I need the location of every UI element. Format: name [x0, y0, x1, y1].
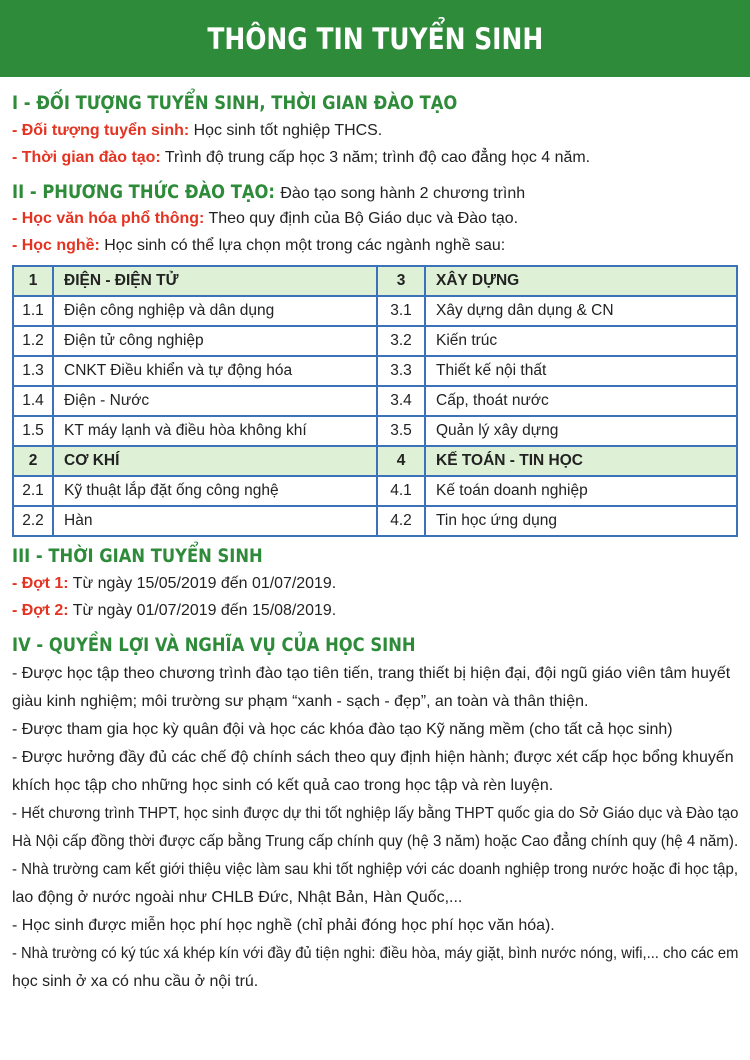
page-title: THÔNG TIN TUYỂN SINH	[207, 21, 543, 56]
benefit-line: - Nhà trường cam kết giới thiệu việc làm sau khi tốt nghiệp với các doanh nghiệp trong nước hoặc đi học tập,	[12, 861, 739, 878]
table-cell-name: Điện - Nước	[53, 386, 377, 416]
table-cell-number: 1	[13, 266, 53, 296]
benefit-line: học sinh ở xa có nhu cầu ở nội trú.	[12, 973, 259, 990]
item-text: Theo quy định của Bộ Giáo dục và Đào tạo.	[208, 210, 519, 227]
title-banner	[0, 0, 750, 77]
table-cell-name: KT máy lạnh và điều hòa không khí	[53, 416, 377, 446]
section-4-body	[12, 660, 740, 996]
section-1-item: - Đối tượng tuyển sinh: Học sinh tốt nghiệp THCS.	[12, 122, 383, 139]
item-label: Học nghề:	[21, 237, 100, 254]
table-cell-name: Xây dựng dân dụng & CN	[425, 296, 737, 326]
item-text: Trình độ trung cấp học 3 năm; trình độ cao đẳng học 4 năm.	[164, 149, 591, 166]
table-cell-name: Quản lý xây dựng	[425, 416, 737, 446]
section-2-title-text: Đào tạo song hành 2 chương trình	[280, 185, 525, 202]
section-4-title: IV - QUYỀN LỢI VÀ NGHĨA VỤ CỦA HỌC SINH	[12, 634, 416, 656]
benefit-line: Hà Nội cấp đồng thời được cấp bằng Trung cấp chính quy (hệ 3 năm) hoặc Cao đẳng chính quy (hệ 4 năm).	[12, 833, 739, 850]
table-cell-number: 3.3	[377, 356, 425, 386]
section-4	[12, 634, 740, 996]
table-row	[13, 386, 737, 416]
table-cell-name: Hàn	[53, 506, 377, 536]
table-row	[13, 416, 737, 446]
table-cell-number: 2.1	[13, 476, 53, 506]
item-label: Đợt 1:	[21, 575, 69, 592]
table-cell-name: KẾ TOÁN - TIN HỌC	[425, 446, 737, 476]
table-cell-number: 3.5	[377, 416, 425, 446]
programs-table	[12, 265, 738, 537]
table-cell-name: Kỹ thuật lắp đặt ống công nghệ	[53, 476, 377, 506]
table-cell-number: 1.2	[13, 326, 53, 356]
benefit-line: - Được hưởng đầy đủ các chế độ chính sách theo quy định hiện hành; được xét cấp học bổng khuyến	[12, 749, 734, 766]
table-cell-number: 1.5	[13, 416, 53, 446]
item-label: Thời gian đào tạo:	[21, 149, 161, 166]
table-cell-number: 3.1	[377, 296, 425, 326]
table-cell-number: 4.1	[377, 476, 425, 506]
table-cell-number: 1.1	[13, 296, 53, 326]
section-2-item: - Học văn hóa phổ thông: Theo quy định của Bộ Giáo dục và Đào tạo.	[12, 210, 519, 227]
benefit-line: - Được tham gia học kỳ quân đội và học các khóa đào tạo Kỹ năng mềm (cho tất cả học sinh)	[12, 721, 673, 738]
table-cell-number: 1.4	[13, 386, 53, 416]
table-cell-name: ĐIỆN - ĐIỆN TỬ	[53, 266, 377, 296]
table-cell-number: 2.2	[13, 506, 53, 536]
table-cell-name: Kế toán doanh nghiệp	[425, 476, 737, 506]
benefit-line: giàu kinh nghiệm; môi trường sư phạm “xanh - sạch - đẹp”, an toàn và thân thiện.	[12, 693, 589, 710]
item-text: Học sinh tốt nghiệp THCS.	[193, 122, 383, 139]
item-text: Học sinh có thể lựa chọn một trong các ngành nghề sau:	[104, 237, 506, 254]
table-cell-number: 3.2	[377, 326, 425, 356]
table-row	[13, 296, 737, 326]
table-category-row	[13, 446, 737, 476]
section-1-title: I - ĐỐI TƯỢNG TUYỂN SINH, THỜI GIAN ĐÀO TẠO	[12, 92, 458, 114]
section-3-title: III - THỜI GIAN TUYỂN SINH	[12, 545, 263, 567]
table-row	[13, 506, 737, 536]
table-row	[13, 326, 737, 356]
main-content	[12, 92, 740, 996]
table-cell-number: 1.3	[13, 356, 53, 386]
table-cell-name: Tin học ứng dụng	[425, 506, 737, 536]
table-row	[13, 356, 737, 386]
section-3-item: - Đợt 2: Từ ngày 01/07/2019 đến 15/08/2019.	[12, 602, 337, 619]
table-cell-name: Thiết kế nội thất	[425, 356, 737, 386]
table-cell-number: 3	[377, 266, 425, 296]
item-text: Từ ngày 15/05/2019 đến 01/07/2019.	[72, 575, 337, 592]
table-cell-number: 4.2	[377, 506, 425, 536]
section-2-title	[12, 181, 638, 203]
table-cell-name: Điện tử công nghiệp	[53, 326, 377, 356]
benefit-line: - Học sinh được miễn học phí học nghề (chỉ phải đóng học phí học văn hóa).	[12, 917, 555, 934]
item-label: Đợt 2:	[21, 602, 69, 619]
table-category-row	[13, 266, 737, 296]
benefit-line: lao động ở nước ngoài như CHLB Đức, Nhật Bản, Hàn Quốc,...	[12, 889, 463, 906]
programs-table-wrap	[12, 265, 740, 537]
table-cell-name: XÂY DỰNG	[425, 266, 737, 296]
section-3	[12, 545, 740, 624]
section-2-item: - Học nghề: Học sinh có thể lựa chọn một trong các ngành nghề sau:	[12, 237, 506, 254]
item-text: Từ ngày 01/07/2019 đến 15/08/2019.	[72, 602, 337, 619]
table-cell-name: Điện công nghiệp và dân dụng	[53, 296, 377, 326]
table-cell-number: 3.4	[377, 386, 425, 416]
benefit-line: khích học tập cho những học sinh có kết quả cao trong học tập và rèn luyện.	[12, 777, 554, 794]
table-cell-name: CƠ KHÍ	[53, 446, 377, 476]
table-cell-number: 2	[13, 446, 53, 476]
section-1-item: - Thời gian đào tạo: Trình độ trung cấp học 3 năm; trình độ cao đẳng học 4 năm.	[12, 149, 591, 166]
benefit-line: - Được học tập theo chương trình đào tạo tiên tiến, trang thiết bị hiện đại, đội ngũ giáo viên tâm huyết	[12, 665, 731, 682]
section-2	[12, 181, 740, 259]
table-cell-name: Cấp, thoát nước	[425, 386, 737, 416]
benefit-line: - Hết chương trình THPT, học sinh được dự thi tốt nghiệp lấy bằng THPT quốc gia do Sở Giáo dục và Đào tạo	[12, 805, 739, 822]
section-2-heading: II - PHƯƠNG THỨC ĐÀO TẠO:	[12, 181, 275, 203]
item-label: Học văn hóa phổ thông:	[21, 210, 205, 227]
table-row	[13, 476, 737, 506]
benefit-line: - Nhà trường có ký túc xá khép kín với đầy đủ tiện nghi: điều hòa, máy giặt, bình nước nóng, wifi,... cho các em	[12, 945, 739, 962]
table-cell-name: CNKT Điều khiển và tự động hóa	[53, 356, 377, 386]
section-3-item: - Đợt 1: Từ ngày 15/05/2019 đến 01/07/2019.	[12, 575, 337, 592]
table-cell-name: Kiến trúc	[425, 326, 737, 356]
item-label: Đối tượng tuyển sinh:	[21, 122, 190, 139]
section-1	[12, 92, 740, 171]
table-cell-number: 4	[377, 446, 425, 476]
